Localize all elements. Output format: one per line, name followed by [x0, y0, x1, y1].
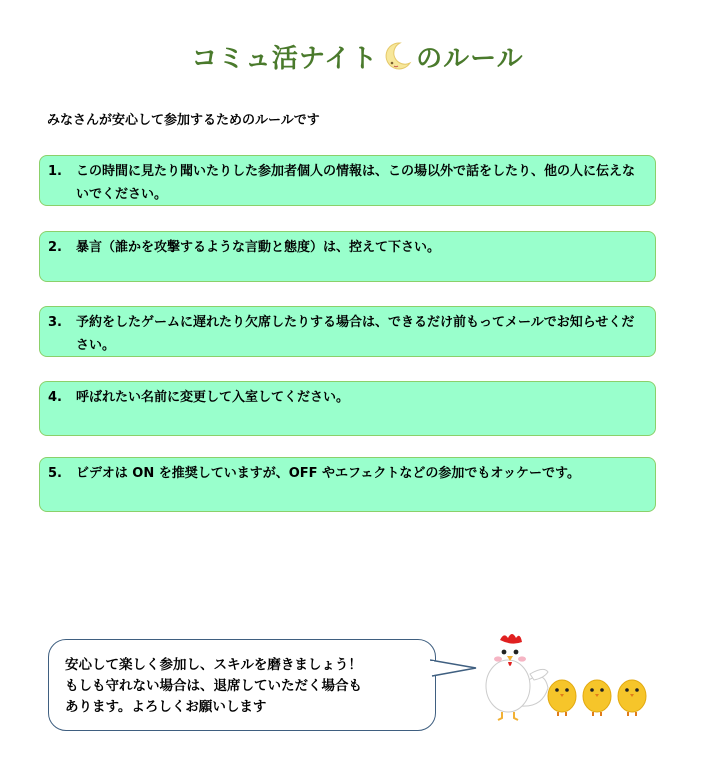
bubble-line-3: あります。よろしくお願いします [65, 699, 267, 715]
title-text-before: コミュ活ナイト [191, 44, 379, 74]
rule-item-5 [39, 457, 656, 512]
crescent-moon-icon [380, 39, 414, 73]
rooster-illustration [486, 634, 548, 720]
rule-text: 予約をしたゲームに遅れたり欠席したりする場合は、できるだけ前もってメールでお知らせください。 [76, 315, 635, 353]
rule-item-3 [39, 306, 656, 357]
rule-text: この時間に見たり聞いたりした参加者個人の情報は、この場以外で話をしたり、他の人に伝えないでください。 [76, 164, 636, 202]
intro-text: みなさんが安心して参加するためのルールです [47, 113, 320, 128]
chick-illustration [618, 680, 646, 716]
rule-item-4 [39, 381, 656, 436]
rule-item-1 [39, 155, 656, 206]
rule-number: 2. [48, 240, 62, 255]
title-text-after: のルール [416, 44, 524, 74]
rule-number: 4. [48, 390, 62, 405]
speech-bubble [48, 639, 436, 731]
bubble-line-2: もしも守れない場合は、退席していただく場合も [65, 678, 362, 694]
chick-illustration [548, 680, 576, 716]
rule-text: 呼ばれたい名前に変更して入室してください。 [76, 390, 350, 405]
chick-illustration [583, 680, 611, 716]
rule-number: 1. [48, 164, 62, 179]
mascot-illustration [478, 626, 658, 722]
rule-item-2 [39, 231, 656, 282]
page-title [0, 38, 715, 75]
bubble-line-1: 安心して楽しく参加し、スキルを磨きましょう！ [65, 657, 362, 673]
rule-text: ビデオは ON を推奨していますが、OFF やエフェクトなどの参加でもオッケーです。 [76, 466, 580, 481]
rule-number: 5. [48, 466, 62, 481]
rule-number: 3. [48, 315, 62, 330]
speech-bubble-tail [430, 652, 480, 682]
rule-text: 暴言（誰かを攻撃するような言動と態度）は、控えて下さい。 [76, 240, 441, 255]
